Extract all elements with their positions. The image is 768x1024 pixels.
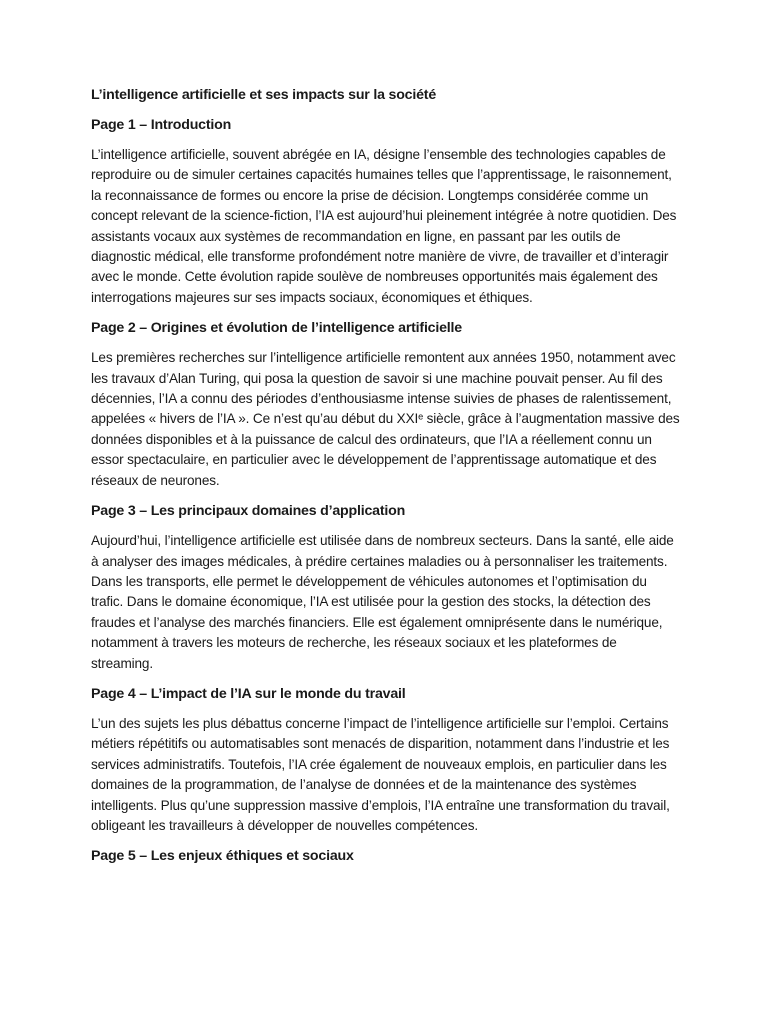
section-paragraph: L’un des sujets les plus débattus concerne l’impact de l’intelligence artificielle sur l’emploi. Certains métiers répétitifs ou automatisables sont menacés de disparition, notamment dans l’industrie et les services administratifs. Toutefois, l’IA crée également de nouveaux emplois, en particulier dans les domaines de la programmation, de l’analyse de données et de la maintenance des systèmes intelligents. Plus qu’une suppression massive d’emplois, l’IA entraîne une transformation du travail, obligeant les travailleurs à développer de nouvelles compétences. xyxy=(91,715,670,833)
document-title: L’intelligence artificielle et ses impacts sur la société xyxy=(91,87,437,103)
section-heading: Page 3 – Les principaux domaines d’application xyxy=(91,503,406,520)
document-page xyxy=(91,85,681,876)
section-heading: Page 4 – L’impact de l’IA sur le monde du travail xyxy=(91,685,406,702)
section-origines xyxy=(91,318,681,491)
section-travail xyxy=(91,684,681,836)
section-domaines xyxy=(91,501,681,674)
section-paragraph: L’intelligence artificielle, souvent abrégée en IA, désigne l’ensemble des technologies capables de reproduire ou de simuler certaines capacités humaines telles que l’apprentissage, le raisonnement, la reconnaissance de formes ou encore la prise de décision. Longtemps considérée comme un concept relevant de la science-fiction, l’IA est aujourd’hui pleinement intégrée à notre quotidien. Des assistants vocaux aux systèmes de recommandation en ligne, en passant par les outils de diagnostic médical, elle transforme profondément notre manière de vivre, de travailler et d’interagir avec le monde. Cette évolution rapide soulève de nombreuses opportunités mais également des interrogations majeures sur ses impacts sociaux, économiques et éthiques. xyxy=(91,147,677,305)
section-enjeux xyxy=(91,846,681,866)
section-heading: Page 1 – Introduction xyxy=(91,117,232,133)
section-paragraph: Les premières recherches sur l’intelligence artificielle remontent aux années 1950, notamment avec les travaux d’Alan Turing, qui posa la question de savoir si une machine pouvait penser. Au fil des décennies, l’IA a connu des périodes d’enthousiasme intense suivies de phases de ralentissement, appelées « hivers de l’IA ». Ce n’est qu’au début du XXIᵉ siècle, grâce à l’augmentation massive des données disponibles et à la puissance de calcul des ordinateurs, que l’IA a réellement connu un essor spectaculaire, en particulier avec le développement de l’apprentissage automatique et des réseaux de neurones. xyxy=(91,350,680,488)
section-paragraph: Aujourd’hui, l’intelligence artificielle est utilisée dans de nombreux secteurs. Dans la santé, elle aide à analyser des images médicales, à prédire certaines maladies ou à personnaliser les traitements. Dans les transports, elle permet le développement de véhicules autonomes et l’optimisation du trafic. Dans le domaine économique, l’IA est utilisée pour la gestion des stocks, la détection des fraudes et l’analyse des marchés financiers. Elle est également omniprésente dans le numérique, notamment à travers les moteurs de recherche, les réseaux sociaux et les plateformes de streaming. xyxy=(91,533,674,671)
section-introduction xyxy=(91,115,681,308)
section-heading: Page 5 – Les enjeux éthiques et sociaux xyxy=(91,848,354,865)
section-heading: Page 2 – Origines et évolution de l’intelligence artificielle xyxy=(91,320,462,337)
